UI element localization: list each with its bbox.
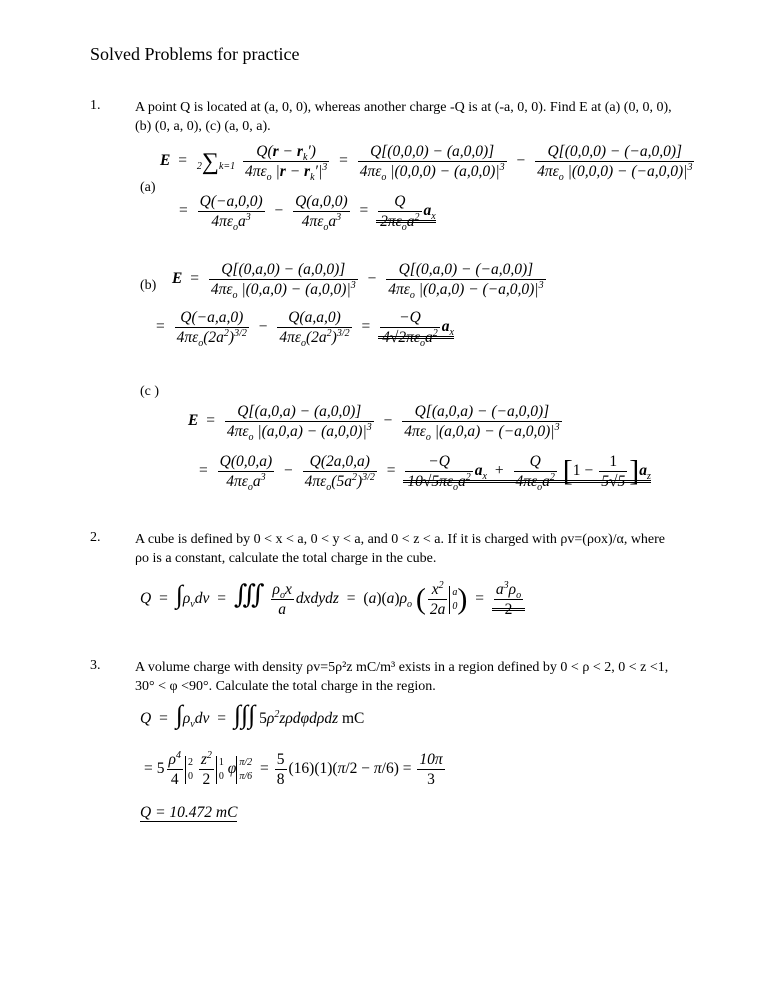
equation-3-result <box>140 804 237 822</box>
equation-3-line2: = 5 $\frac{\rho^4}{4}$ 2 0 $\frac{z^2}{2}$ 1 0 φ π/2 π/6 = $\frac{5}{8}$ (16)(1)(π/2 − π/6) = $\frac{10\pi}{3}$ <box>144 749 443 788</box>
result-value: Q = 10.472 mC <box>140 804 238 821</box>
equation-2: $Q = \int\rho_vdv$ = ∭ $\frac{\rho_ox}{a}$ dxdydz = $(a)(a)\rho_o$ ( $\frac{x^2}{2a}$ a 0) = $\frac{a^3\rho_o}{2}$ <box>140 580 525 619</box>
equation-1c-line2: = $\frac{Q(0,0,a)}{4\pi\varepsilon_oa^3}$ − $\frac{Q(2a,0,a)}{4\pi\varepsilon_o(5a^2)^{3/2}}$ = $\frac{-Q}{10√5\pi\varepsilon_oa^2}$ $a_x$ + $\frac{Q}{4\pi\varepsilon_oa^2}$ [1 − $\frac{1}{5√5}$ ]$a_z$ <box>199 453 651 494</box>
problem-2-text: A cube is defined by 0 < x < a, 0 < y < a, and 0 < z < a. If it is charged with ρv=(ρox)/α, where ρo is a constant, calculate the total charge in the cube. <box>135 532 666 566</box>
equation-1a-line1: E = 2∑k=1 $\frac{Q(r - r_k')}{4\pi\varepsilon_o |r - r_k'|^3}$ = $\frac{Q[(0,0,0) - (a,0,0)]}{4\pi\varepsilon_o |(0,0,0) - (a,0,0)|^3}$ − $\frac{Q[(0,0,0) - (-a,0,0)]}{4\pi\varepsilon_o |(0,0,0) - (-a,0,0)|^3}$ <box>160 143 693 184</box>
problem-1-number: 1. <box>90 98 101 113</box>
part-a-label: (a) <box>140 180 156 195</box>
page-title: Solved Problems for practice <box>90 44 300 64</box>
equation-1b-line2: = $\frac{Q(-a,a,0)}{4\pi\varepsilon_o(2a^2)^{3/2}}$ − $\frac{Q(a,a,0)}{4\pi\varepsilon_o(2a^2)^{3/2}}$ = $\frac{-Q}{4√2\pi\varepsilon_oa^2}$ $a_x$ <box>156 309 454 350</box>
part-b-label: (b) <box>140 278 157 293</box>
equation-1c-line1: E = $\frac{Q[(a,0,a) - (a,0,0)]}{4\pi\varepsilon_o |(a,0,a) - (a,0,0)|^3}$ − $\frac{Q[(a,0,a) - (-a,0,0)]}{4\pi\varepsilon_o |(a,0,a) - (-a,0,0)|^3}$ <box>188 403 560 444</box>
problem-1-text: A point Q is located at (a, 0, 0), whereas another charge -Q is at (-a, 0, 0). Find E at (a) (0, 0, 0), (b) (0, a, 0), (c) (a, 0, a). <box>135 100 672 134</box>
equation-3-line1: $Q = \int\rho_vdv$ = ∫∫∫ $5\rho^2z\rho d\varphi d\rho dz$ mC <box>140 700 365 731</box>
equation-1a-line2: = $\frac{Q(-a,0,0)}{4\pi\varepsilon_oa^3}$ − $\frac{Q(a,0,0)}{4\pi\varepsilon_oa^3}$ = $\frac{Q}{2\pi\varepsilon_oa^2}$ $a_x$ <box>179 193 436 234</box>
equation-1b-line1: E = $\frac{Q[(0,a,0) - (a,0,0)]}{4\pi\varepsilon_o |(0,a,0) - (a,0,0)|^3}$ − $\frac{Q[(0,a,0) - (-a,0,0)]}{4\pi\varepsilon_o |(0,a,0) - (-a,0,0)|^3}$ <box>172 261 544 302</box>
part-c-label: (c ) <box>140 384 160 399</box>
problem-3-text: A volume charge with density ρv=5ρ²z mC/m³ exists in a region defined by 0 < ρ < 2, 0 < z <1, 30° < φ <90°. Calculate the total charge in the region. <box>135 660 669 694</box>
problem-2-number: 2. <box>90 530 101 545</box>
problem-3-number: 3. <box>90 658 101 673</box>
